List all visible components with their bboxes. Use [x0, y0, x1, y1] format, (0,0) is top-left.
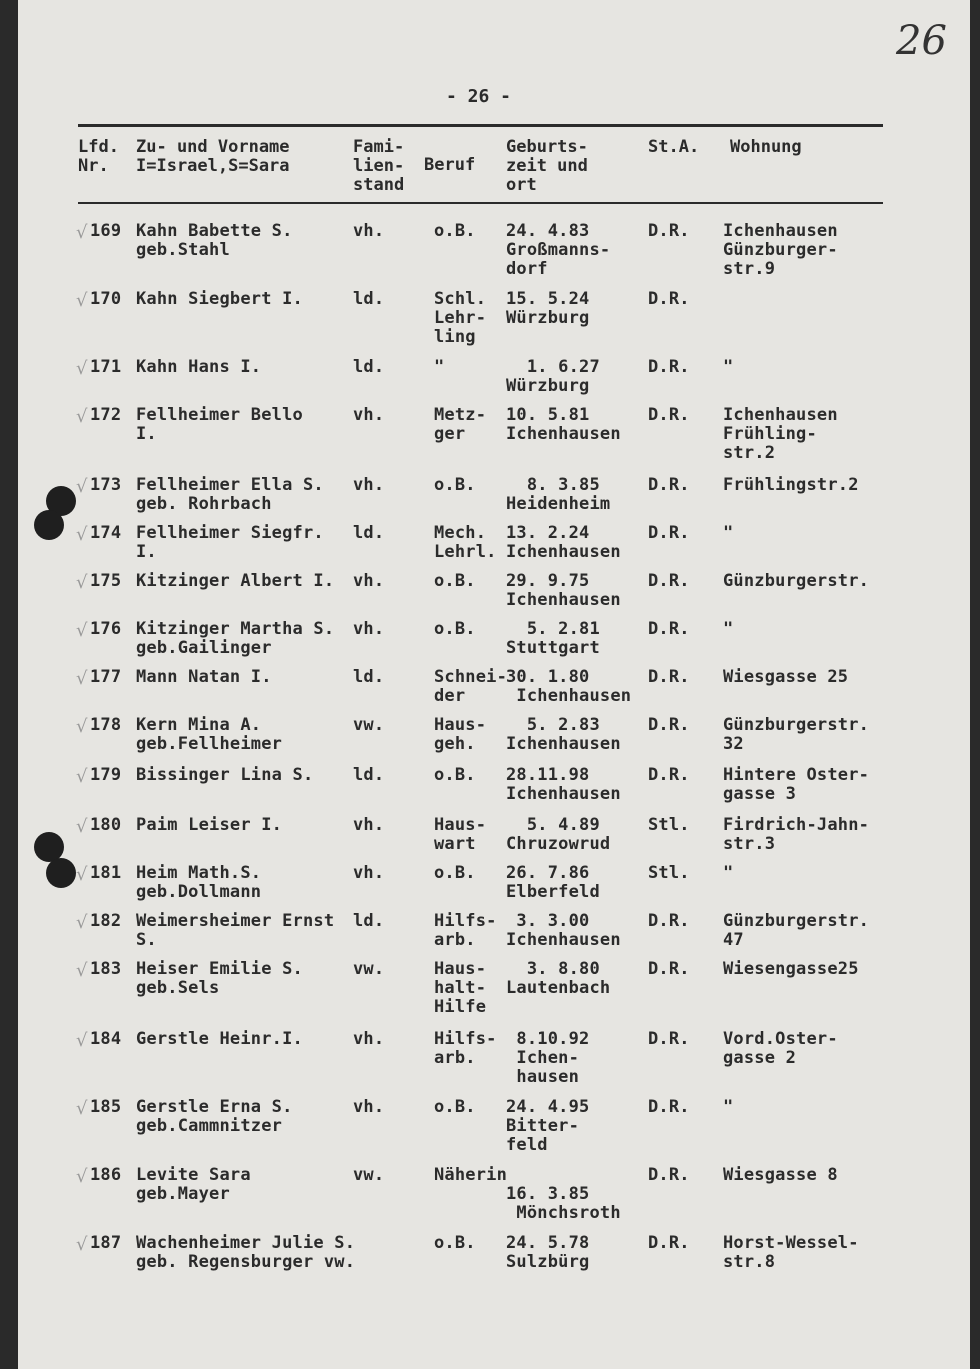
row-number: 177: [90, 667, 122, 687]
row-geburt: 15. 5.24 Würzburg: [506, 289, 590, 328]
row-staatsangehoerigkeit: D.R.: [648, 1233, 690, 1253]
row-name: Gerstle Heinr.I.: [136, 1029, 303, 1049]
check-mark-icon: √: [76, 766, 88, 787]
row-familienstand: vh.: [353, 405, 385, 425]
row-geburt: 5. 4.89 Chruzowrud: [506, 815, 611, 854]
row-beruf: Hilfs- arb.: [434, 911, 497, 950]
row-geburt: 10. 5.81 Ichenhausen: [506, 405, 621, 444]
row-geburt: 8. 3.85 Heidenheim: [506, 475, 611, 514]
row-familienstand: vh.: [353, 475, 385, 495]
row-staatsangehoerigkeit: D.R.: [648, 765, 690, 785]
row-wohnung: Günzburgerstr. 32: [723, 715, 870, 754]
row-number: 181: [90, 863, 122, 883]
check-mark-icon: √: [76, 524, 88, 545]
row-staatsangehoerigkeit: D.R.: [648, 1097, 690, 1117]
row-beruf: o.B.: [434, 765, 476, 785]
typed-page-number: - 26 -: [446, 86, 512, 107]
row-beruf: o.B.: [434, 221, 476, 241]
row-familienstand: ld.: [353, 911, 385, 931]
row-familienstand: ld.: [353, 289, 385, 309]
row-staatsangehoerigkeit: D.R.: [648, 1165, 690, 1185]
row-familienstand: vh.: [353, 863, 385, 883]
row-familienstand: vh.: [353, 221, 385, 241]
header-top-rule: [78, 124, 883, 127]
row-beruf: Näherin: [434, 1165, 508, 1185]
check-mark-icon: √: [76, 864, 88, 885]
check-mark-icon: √: [76, 1166, 88, 1187]
row-name: Levite Sara geb.Mayer: [136, 1165, 251, 1204]
row-number: 182: [90, 911, 122, 931]
check-mark-icon: √: [76, 1030, 88, 1051]
row-familienstand: vw.: [353, 959, 385, 979]
row-staatsangehoerigkeit: Stl.: [648, 815, 690, 835]
row-geburt: 26. 7.86 Elberfeld: [506, 863, 600, 902]
row-geburt: 1. 6.27 Würzburg: [506, 357, 600, 396]
row-geburt: 3. 8.80 Lautenbach: [506, 959, 611, 998]
row-wohnung: Vord.Oster- gasse 2: [723, 1029, 838, 1068]
handwritten-page-number: 26: [896, 18, 947, 64]
row-familienstand: vw.: [353, 715, 385, 735]
row-familienstand: vh.: [353, 619, 385, 639]
check-mark-icon: √: [76, 1234, 88, 1255]
check-mark-icon: √: [76, 960, 88, 981]
row-name: Heiser Emilie S. geb.Sels: [136, 959, 303, 998]
row-number: 176: [90, 619, 122, 639]
row-number: 169: [90, 221, 122, 241]
punch-hole: [34, 510, 64, 540]
row-wohnung: ": [723, 357, 734, 377]
row-beruf: Metz- ger: [434, 405, 487, 444]
row-familienstand: vh.: [353, 1097, 385, 1117]
row-wohnung: Wiesgasse 25: [723, 667, 849, 687]
row-geburt: 5. 2.81 Stuttgart: [506, 619, 600, 658]
header-staatsangehoerigkeit: St.A.: [648, 137, 700, 157]
row-name: Bissinger Lina S.: [136, 765, 314, 785]
header-wohnung: Wohnung: [730, 137, 802, 157]
row-geburt: 30. 1.80 Ichenhausen: [506, 667, 632, 706]
row-geburt: 28.11.98 Ichenhausen: [506, 765, 621, 804]
row-geburt: 13. 2.24 Ichenhausen: [506, 523, 621, 562]
check-mark-icon: √: [76, 572, 88, 593]
row-wohnung: ": [723, 863, 734, 883]
check-mark-icon: √: [76, 668, 88, 689]
header-geburt: Geburts- zeit und ort: [506, 137, 588, 195]
row-beruf: Mech. Lehrl.: [434, 523, 497, 562]
check-mark-icon: √: [76, 406, 88, 427]
row-familienstand: ld.: [353, 357, 385, 377]
row-number: 172: [90, 405, 122, 425]
row-name: Heim Math.S. geb.Dollmann: [136, 863, 262, 902]
row-familienstand: ld.: [353, 523, 385, 543]
header-beruf: Beruf: [424, 155, 476, 175]
check-mark-icon: √: [76, 290, 88, 311]
row-number: 186: [90, 1165, 122, 1185]
row-staatsangehoerigkeit: D.R.: [648, 289, 690, 309]
row-name: Kahn Hans I.: [136, 357, 262, 377]
row-staatsangehoerigkeit: D.R.: [648, 619, 690, 639]
row-name: Paim Leiser I.: [136, 815, 283, 835]
row-beruf: o.B.: [434, 1097, 476, 1117]
row-wohnung: Horst-Wessel- str.8: [723, 1233, 859, 1272]
row-name: Wachenheimer Julie S. geb. Regensburger vw.: [136, 1233, 356, 1272]
row-wohnung: Ichenhausen Frühling- str.2: [723, 405, 838, 463]
row-staatsangehoerigkeit: D.R.: [648, 523, 690, 543]
row-geburt: 24. 4.95 Bitter- feld: [506, 1097, 590, 1155]
row-beruf: o.B.: [434, 863, 476, 883]
row-staatsangehoerigkeit: Stl.: [648, 863, 690, 883]
document-page: [18, 0, 970, 1369]
row-name: Kitzinger Albert I.: [136, 571, 335, 591]
row-number: 173: [90, 475, 122, 495]
row-number: 180: [90, 815, 122, 835]
row-name: Mann Natan I.: [136, 667, 272, 687]
row-number: 184: [90, 1029, 122, 1049]
row-wohnung: ": [723, 1097, 734, 1117]
row-geburt: 5. 2.83 Ichenhausen: [506, 715, 621, 754]
row-number: 178: [90, 715, 122, 735]
check-mark-icon: √: [76, 222, 88, 243]
header-bottom-rule: [78, 202, 883, 204]
header-name: Zu- und Vorname I=Israel,S=Sara: [136, 137, 290, 176]
check-mark-icon: √: [76, 816, 88, 837]
check-mark-icon: √: [76, 912, 88, 933]
row-number: 170: [90, 289, 122, 309]
row-geburt: 16. 3.85 Mönchsroth: [506, 1184, 621, 1223]
row-familienstand: vh.: [353, 1029, 385, 1049]
row-staatsangehoerigkeit: D.R.: [648, 405, 690, 425]
row-familienstand: ld.: [353, 765, 385, 785]
row-wohnung: Wiesengasse25: [723, 959, 859, 979]
row-number: 187: [90, 1233, 122, 1253]
check-mark-icon: √: [76, 716, 88, 737]
row-wohnung: Günzburgerstr.: [723, 571, 870, 591]
row-staatsangehoerigkeit: D.R.: [648, 715, 690, 735]
row-geburt: 8.10.92 Ichen- hausen: [516, 1029, 590, 1087]
row-number: 171: [90, 357, 122, 377]
row-beruf: Haus- wart: [434, 815, 487, 854]
row-beruf: Haus- geh.: [434, 715, 487, 754]
check-mark-icon: √: [76, 476, 88, 497]
row-familienstand: vh.: [353, 571, 385, 591]
row-familienstand: vh.: [353, 815, 385, 835]
row-staatsangehoerigkeit: D.R.: [648, 667, 690, 687]
row-geburt: 3. 3.00 Ichenhausen: [506, 911, 621, 950]
check-mark-icon: √: [76, 620, 88, 641]
row-number: 185: [90, 1097, 122, 1117]
row-name: Kern Mina A. geb.Fellheimer: [136, 715, 283, 754]
row-number: 183: [90, 959, 122, 979]
row-wohnung: Ichenhausen Günzburger- str.9: [723, 221, 838, 279]
row-name: Gerstle Erna S. geb.Cammnitzer: [136, 1097, 293, 1136]
row-beruf: o.B.: [434, 619, 476, 639]
punch-hole: [46, 858, 76, 888]
row-wohnung: Frühlingstr.2: [723, 475, 859, 495]
row-name: Weimersheimer Ernst S.: [136, 911, 335, 950]
check-mark-icon: √: [76, 358, 88, 379]
row-wohnung: Hintere Oster- gasse 3: [723, 765, 870, 804]
row-wohnung: ": [723, 523, 734, 543]
row-beruf: ": [434, 357, 445, 377]
row-beruf: o.B.: [434, 571, 476, 591]
row-number: 174: [90, 523, 122, 543]
row-staatsangehoerigkeit: D.R.: [648, 911, 690, 931]
row-wohnung: ": [723, 619, 734, 639]
row-geburt: 24. 4.83 Großmanns- dorf: [506, 221, 611, 279]
row-beruf: Hilfs- arb.: [434, 1029, 497, 1068]
row-staatsangehoerigkeit: D.R.: [648, 475, 690, 495]
row-wohnung: Günzburgerstr. 47: [723, 911, 870, 950]
row-staatsangehoerigkeit: D.R.: [648, 1029, 690, 1049]
row-name: Fellheimer Siegfr. I.: [136, 523, 324, 562]
row-name: Fellheimer Ella S. geb. Rohrbach: [136, 475, 324, 514]
row-geburt: 29. 9.75 Ichenhausen: [506, 571, 621, 610]
header-familienstand: Fami- lien- stand: [353, 137, 405, 195]
row-familienstand: ld.: [353, 667, 385, 687]
row-beruf: o.B.: [434, 1233, 476, 1253]
row-wohnung: Wiesgasse 8: [723, 1165, 838, 1185]
row-wohnung: Firdrich-Jahn- str.3: [723, 815, 870, 854]
row-name: Fellheimer Bello I.: [136, 405, 303, 444]
row-name: Kahn Babette S. geb.Stahl: [136, 221, 293, 260]
row-name: Kahn Siegbert I.: [136, 289, 303, 309]
row-name: Kitzinger Martha S. geb.Gailinger: [136, 619, 335, 658]
row-staatsangehoerigkeit: D.R.: [648, 221, 690, 241]
row-beruf: Haus- halt- Hilfe: [434, 959, 487, 1017]
row-geburt: 24. 5.78 Sulzbürg: [506, 1233, 590, 1272]
row-familienstand: vw.: [353, 1165, 385, 1185]
row-beruf: o.B.: [434, 475, 476, 495]
row-number: 175: [90, 571, 122, 591]
row-beruf: Schnei- der: [434, 667, 508, 706]
row-staatsangehoerigkeit: D.R.: [648, 357, 690, 377]
row-staatsangehoerigkeit: D.R.: [648, 959, 690, 979]
check-mark-icon: √: [76, 1098, 88, 1119]
row-staatsangehoerigkeit: D.R.: [648, 571, 690, 591]
row-beruf: Schl. Lehr- ling: [434, 289, 487, 347]
row-number: 179: [90, 765, 122, 785]
header-nr: Lfd. Nr.: [78, 137, 119, 176]
